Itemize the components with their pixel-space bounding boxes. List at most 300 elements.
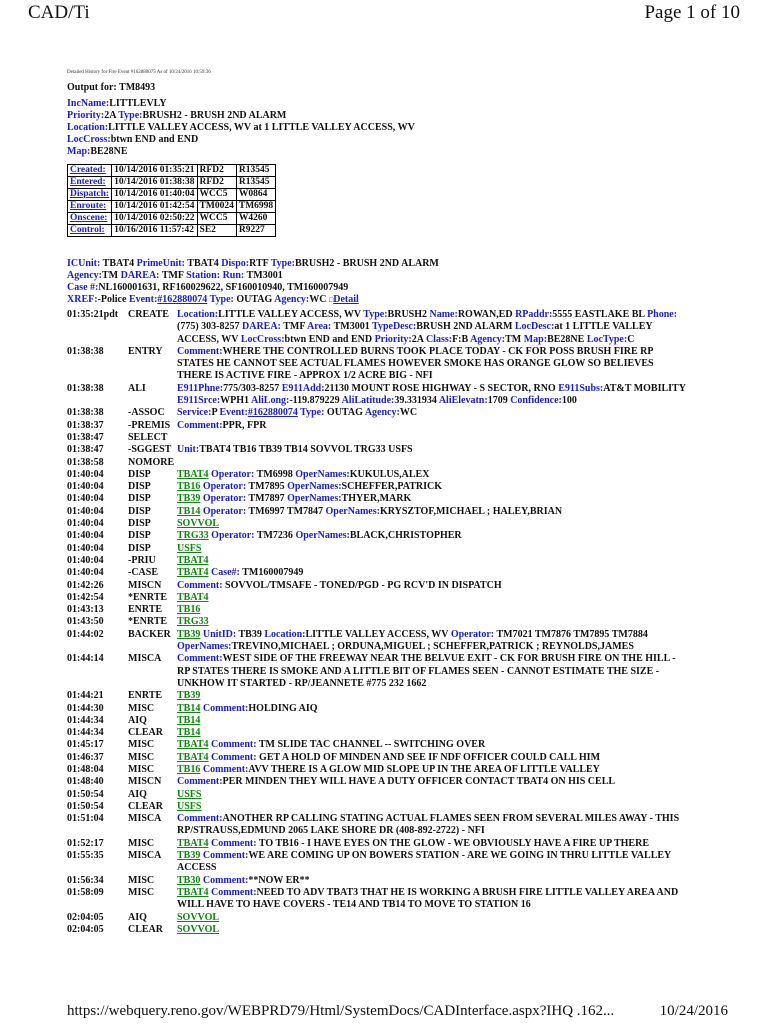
event-code: ENRTE	[128, 690, 163, 702]
event-code: MISCA	[128, 850, 162, 862]
event-code: *ENRTE	[128, 616, 168, 628]
event-details	[177, 530, 687, 542]
timestamp-label-link[interactable]: Control:	[68, 225, 112, 237]
event-field-label: Comment:	[208, 886, 257, 898]
event-field-value: WE ARE COMING UP ON BOWERS STATION - ARE WE GOING IN THRU LITTLE VALLEY ACCESS	[177, 850, 671, 874]
event-field-label: UnitID:	[200, 628, 237, 640]
event-field-value: TM7897	[246, 493, 288, 505]
event-code: -PRIU	[128, 554, 156, 566]
timestamp-cell: 10/14/2016 01:40:04	[112, 189, 197, 201]
event-field-label: Operator:	[208, 468, 255, 480]
event-details	[177, 604, 687, 616]
event-row	[67, 604, 687, 616]
event-field-label: Comment:	[177, 419, 223, 431]
type-value: BRUSH2 - BRUSH 2ND ALARM	[142, 110, 287, 121]
event-row	[67, 518, 687, 530]
event-field-label: Phone:	[647, 309, 678, 320]
event-field-value: THYER,MARK	[341, 493, 412, 505]
event-field-value: BRUSH2	[387, 309, 430, 320]
event-details	[177, 518, 687, 530]
incident-summary	[67, 98, 415, 158]
event-details	[177, 776, 687, 788]
unit-link[interactable]: SOVVOL	[177, 923, 220, 935]
event-details	[177, 444, 687, 456]
event-link[interactable]: #162880074	[247, 407, 298, 419]
event-time: 01:44:14	[67, 653, 104, 665]
event-row	[67, 715, 687, 727]
event-code: MISC	[128, 837, 155, 849]
case-label: Case #:	[67, 282, 99, 293]
event-code: MISCA	[128, 813, 162, 825]
unit-info-line-1	[67, 258, 439, 270]
event-code: AIQ	[128, 911, 147, 923]
unit-info-label: Dispo:	[221, 258, 250, 269]
event-row	[67, 543, 687, 555]
event-field-label: Comment:	[177, 579, 223, 591]
xref-type-label: Type:	[207, 294, 234, 305]
unit-info-value: TM3001	[244, 270, 283, 281]
event-field-label: Confidence:	[510, 395, 562, 407]
event-field-value: SCHEFFER,PATRICK	[341, 481, 443, 493]
event-details	[177, 580, 687, 592]
event-field-label: RPaddr:	[515, 309, 553, 320]
unit-info-value: TMF	[159, 270, 187, 281]
event-field-label: Agency:	[470, 333, 506, 345]
event-time: 01:43:13	[67, 604, 104, 616]
event-code: ALI	[128, 382, 146, 394]
event-field-value: AT&T MOBILITY	[603, 382, 686, 394]
event-code: MISC	[128, 763, 155, 775]
event-code: DISP	[128, 542, 151, 554]
xref-type: OUTAG	[233, 294, 275, 305]
unit-link[interactable]: TB16	[177, 763, 201, 775]
timestamp-row	[68, 213, 276, 225]
event-field-label: Name:	[429, 309, 458, 320]
event-field-label: Operator:	[208, 530, 255, 542]
inc-name-label: IncName:	[67, 98, 110, 109]
event-row	[67, 555, 687, 567]
event-code: -ASSOC	[128, 407, 165, 419]
event-code: AIQ	[128, 714, 147, 726]
unit-link[interactable]: TBAT4	[177, 468, 209, 480]
event-details	[177, 813, 687, 838]
event-field-label: Comment:	[208, 751, 257, 763]
event-field-label: Comment:	[177, 776, 223, 788]
event-row	[67, 813, 687, 838]
event-code: MISC	[128, 874, 155, 886]
event-time: 02:04:05	[67, 911, 104, 923]
event-row	[67, 912, 687, 924]
event-row	[67, 457, 687, 469]
event-time: 02:04:05	[67, 923, 104, 935]
timestamp-label-link[interactable]: Dispatch:	[68, 189, 112, 201]
unit-link[interactable]: TRG33	[177, 616, 209, 628]
event-field-label: Area:	[307, 321, 332, 333]
event-code: DISP	[128, 493, 151, 505]
event-field-value: TM6997 TM7847	[246, 505, 326, 517]
timestamp-cell: WCC5	[197, 189, 236, 201]
event-field-value: 39.331934	[394, 395, 439, 407]
timestamp-label-link[interactable]: Enroute:	[68, 201, 112, 213]
event-details	[177, 383, 687, 408]
event-field-label: Comment:	[200, 874, 249, 886]
timestamp-row	[68, 225, 276, 237]
event-field-label: Type:	[363, 309, 388, 320]
event-field-label: Location:	[264, 628, 306, 640]
event-time: 01:55:35	[67, 850, 104, 862]
event-row	[67, 924, 687, 936]
event-row	[67, 444, 687, 456]
event-field-value: **NOW ER**	[248, 874, 310, 886]
unit-info-line-2	[67, 270, 439, 282]
event-field-value: 5555 EASTLAKE BL	[552, 309, 648, 320]
event-field-value: TM	[505, 333, 524, 345]
event-code: AIQ	[128, 788, 147, 800]
event-code: MISC	[128, 751, 155, 763]
event-details	[177, 887, 687, 912]
timestamps-table	[67, 164, 276, 237]
event-field-value: TM160007949	[239, 567, 304, 579]
event-row	[67, 875, 687, 887]
unit-link[interactable]: USFS	[177, 542, 202, 554]
unit-link[interactable]: TBAT4	[177, 886, 209, 898]
unit-link[interactable]: SOVVOL	[177, 911, 220, 923]
unit-link[interactable]: TBAT4	[177, 739, 209, 751]
event-field-value: PPR, FPR	[222, 419, 267, 431]
event-field-value: WC	[399, 407, 418, 419]
event-field-value: 21130 MOUNT ROSE HIGHWAY - S SECTOR, RNO	[324, 382, 559, 394]
event-row	[67, 506, 687, 518]
event-row	[67, 801, 687, 813]
event-details	[177, 912, 687, 924]
location-label: Location:	[67, 122, 109, 133]
timestamp-cell: RFD2	[197, 165, 236, 177]
event-details	[177, 653, 687, 690]
xref-agency: WC	[309, 294, 329, 305]
event-field-value: TM7021 TM7876 TM7895 TM7884	[494, 628, 648, 640]
unit-info-value: TBAT4	[184, 258, 222, 269]
event-field-label: Operator:	[200, 493, 247, 505]
event-time: 01:40:04	[67, 567, 104, 579]
event-row	[67, 580, 687, 592]
timestamp-cell: R9227	[236, 225, 275, 237]
unit-info-label: PrimeUnit:	[136, 258, 185, 269]
event-field-label: Comment:	[177, 813, 223, 825]
map-value: BE28NE	[90, 146, 128, 157]
priority-value: 2A	[104, 110, 116, 121]
event-time: 01:38:37	[67, 419, 104, 431]
timestamp-label-link[interactable]: Onscene:	[68, 213, 112, 225]
event-field-value: TM SLIDE TAC CHANNEL -- SWITCHING OVER	[256, 739, 486, 751]
event-time: 01:35:21pdt	[67, 309, 119, 320]
event-field-value: LITTLE VALLEY ACCESS, WV	[218, 309, 364, 320]
event-field-value: ROWAN,ED	[457, 309, 516, 320]
event-field-value: -119.879229	[289, 395, 342, 407]
event-field-value: 2A	[411, 333, 426, 345]
event-row	[67, 653, 687, 690]
event-time: 01:42:54	[67, 591, 104, 603]
xref-police: -Police	[97, 294, 129, 305]
unit-link[interactable]: TB14	[177, 727, 201, 739]
unit-link[interactable]: USFS	[177, 788, 202, 800]
unit-link[interactable]: TB14	[177, 505, 201, 517]
timestamp-cell: WCC5	[197, 213, 236, 225]
event-details	[177, 506, 687, 518]
event-field-label: TypeDesc:	[372, 321, 417, 333]
event-field-label: Operator:	[450, 628, 495, 640]
event-details	[177, 739, 687, 751]
event-code: CLEAR	[128, 800, 164, 812]
event-time: 01:44:34	[67, 714, 104, 726]
xref-event-label: Event:	[128, 294, 158, 305]
xref-agency-label: Agency:	[274, 294, 310, 305]
event-code: -PREMIS	[128, 419, 171, 431]
timestamp-cell: TM0024	[197, 201, 236, 213]
event-field-value: C	[627, 333, 635, 345]
event-details	[177, 469, 687, 481]
unit-link[interactable]: TBAT4	[177, 837, 209, 849]
event-row	[67, 789, 687, 801]
unit-link[interactable]: TB14	[177, 702, 201, 714]
event-details	[177, 543, 687, 555]
event-field-label: Comment:	[208, 837, 257, 849]
event-time: 01:38:47	[67, 431, 104, 443]
event-field-label: OperNames:	[325, 505, 380, 517]
event-details	[177, 838, 687, 850]
event-field-value: TM7895	[246, 481, 288, 493]
detail-icon: □	[328, 296, 334, 304]
output-for: Output for: TM8493	[67, 82, 156, 93]
event-field-value: ANOTHER RP CALLING STATING ACTUAL FLAMES SEEN FROM SEVERAL MILES AWAY - THIS RP/STRAUSS,EDMUND 2065 LAKE SHORE DR (408-892-2722) - NFI	[177, 813, 680, 837]
unit-link[interactable]: TB39	[177, 850, 201, 862]
detail-link[interactable]: Detail	[333, 294, 359, 305]
event-details	[177, 875, 687, 887]
event-code: -SGGEST	[128, 444, 172, 456]
event-row	[67, 703, 687, 715]
event-field-value: TO TB16 - I HAVE EYES ON THE GLOW - WE OBVIOUSLY HAVE A FIRE UP THERE	[256, 837, 649, 849]
event-time: 01:44:21	[67, 690, 104, 702]
event-row	[67, 739, 687, 751]
footer-url: https://webquery.reno.gov/WEBPRD79/Html/SystemDocs/CADInterface.aspx?IHQ .162...	[67, 1003, 615, 1019]
event-field-value: P	[211, 407, 220, 419]
event-field-label: Service:	[177, 407, 212, 419]
unit-link[interactable]: TB14	[177, 714, 201, 726]
event-time: 01:52:17	[67, 837, 104, 849]
map-label: Map:	[67, 146, 91, 157]
event-field-value: TM3001	[331, 321, 373, 333]
event-details	[177, 407, 687, 419]
unit-info-label: Station:	[186, 270, 221, 281]
event-code: CREATE	[128, 309, 169, 320]
event-field-value: btwn END and END	[284, 333, 375, 345]
event-details	[177, 309, 687, 346]
event-time: 01:44:02	[67, 628, 104, 640]
event-time: 01:38:47	[67, 444, 104, 456]
event-code: DISP	[128, 481, 151, 493]
event-time: 01:43:50	[67, 616, 104, 628]
event-code: DISP	[128, 505, 151, 517]
event-details	[177, 555, 687, 567]
event-time: 01:38:38	[67, 382, 104, 394]
event-field-label: OperNames:	[177, 641, 232, 653]
unit-info-value: TM	[102, 270, 121, 281]
event-field-label: LocType:	[586, 333, 628, 345]
unit-link[interactable]: USFS	[177, 800, 202, 812]
unit-link[interactable]: TB39	[177, 628, 201, 640]
timestamp-cell: R13545	[236, 165, 275, 177]
event-time: 01:51:04	[67, 813, 104, 825]
event-field-value: AVV THERE IS A GLOW MID SLOPE UP IN THE AREA OF LITTLE VALLEY	[248, 763, 600, 775]
timestamp-cell: RFD2	[197, 177, 236, 189]
event-field-value: WEST SIDE OF THE FREEWAY NEAR THE BELVUE EXIT - CK FOR BRUSH FIRE ON THE HILL - RP STATES THERE IS SMOKE AND A LITTLE BIT OF FLAMES SEEN - CANNOT ESTIMATE THE SIZE - UNKHOW IT STARTED - RP/JEANNETE #775 232 1662	[177, 653, 676, 689]
event-field-value: (775) 303-8257	[177, 321, 242, 333]
event-time: 01:50:54	[67, 800, 104, 812]
unit-link[interactable]: TB39	[177, 690, 201, 702]
timestamp-row	[68, 189, 276, 201]
event-row	[67, 407, 687, 419]
unit-info	[67, 258, 439, 306]
event-details	[177, 567, 687, 579]
event-code: MISC	[128, 702, 155, 714]
event-details	[177, 346, 687, 383]
event-details	[177, 616, 687, 628]
event-field-label: Map:	[523, 333, 548, 345]
event-field-value: TM6998	[254, 468, 296, 480]
event-row	[67, 383, 687, 408]
unit-link[interactable]: TB16	[177, 604, 201, 616]
unit-link[interactable]: TRG33	[177, 530, 209, 542]
event-field-label: Location:	[177, 309, 219, 320]
unit-info-value: RTF	[249, 258, 271, 269]
event-time: 01:45:17	[67, 739, 104, 751]
event-details	[177, 629, 687, 654]
event-code: DISP	[128, 468, 151, 480]
timestamp-cell: 10/16/2016 11:57:42	[112, 225, 197, 237]
event-row	[67, 850, 687, 875]
timestamp-row	[68, 165, 276, 177]
event-field-label: OperNames:	[295, 530, 350, 542]
event-time: 01:44:34	[67, 727, 104, 739]
event-time: 01:50:54	[67, 788, 104, 800]
event-field-label: E911Subs:	[558, 382, 604, 394]
event-field-label: LocDesc:	[514, 321, 555, 333]
event-details	[177, 789, 687, 801]
event-field-label: OperNames:	[287, 481, 342, 493]
event-details	[177, 703, 687, 715]
event-time: 01:58:09	[67, 886, 104, 898]
event-row	[67, 493, 687, 505]
event-field-value: SOVVOL/TMSAFE - TONED/PGD - PG RCV'D IN DISPATCH	[222, 579, 502, 591]
event-field-value: WHERE THE CONTROLLED BURNS TOOK PLACE TODAY - CK FOR POSS BRUSH FIRE RP STATES HE CANNOT SEE ACTUAL FLAMES HOWEVER SMOKE HAS ORANGE GLOW SO BELIEVES THERE IS ACTIVE FIRE - APPROX 1/2 ACRE BIG - NFI	[177, 345, 654, 382]
unit-link[interactable]: TB16	[177, 481, 201, 493]
event-code: NOMORE	[128, 456, 175, 468]
unit-link[interactable]: TB30	[177, 874, 201, 886]
unit-link[interactable]: TBAT4	[177, 751, 209, 763]
event-field-value: HOLDING AIQ	[248, 702, 318, 714]
type-label: Type:	[118, 110, 143, 121]
event-field-label: Comment:	[208, 739, 257, 751]
event-field-value: BRUSH 2ND ALARM	[416, 321, 515, 333]
event-row	[67, 752, 687, 764]
event-row	[67, 469, 687, 481]
event-details	[177, 715, 687, 727]
unit-link[interactable]: TBAT4	[177, 554, 209, 566]
unit-link[interactable]: SOVVOL	[177, 518, 220, 530]
event-code: MISCN	[128, 776, 162, 788]
timestamp-cell: W0864	[236, 189, 275, 201]
event-code: MISC	[128, 739, 155, 751]
event-row	[67, 764, 687, 776]
event-row	[67, 838, 687, 850]
event-time: 01:46:37	[67, 751, 104, 763]
event-code: MISCA	[128, 653, 162, 665]
event-field-label: AliElevatn:	[438, 395, 488, 407]
case-values: NL160001631, RF160029622, SF160010940, TM160007949	[98, 282, 349, 293]
event-details	[177, 457, 687, 469]
event-time: 01:40:04	[67, 530, 104, 542]
event-row	[67, 420, 687, 432]
event-field-value: OUTAG	[324, 407, 365, 419]
unit-info-label: Agency:	[67, 270, 102, 281]
event-field-value: at 1 LITTLE VALLEY ACCESS, WV	[177, 321, 653, 345]
event-field-value: KUKULUS,ALEX	[349, 468, 430, 480]
unit-link[interactable]: TBAT4	[177, 567, 209, 579]
event-code: CLEAR	[128, 727, 164, 739]
event-row	[67, 567, 687, 579]
timestamp-cell: 10/14/2016 01:38:38	[112, 177, 197, 189]
event-field-label: Comment:	[177, 653, 223, 665]
event-row	[67, 629, 687, 654]
event-field-label: AliLong:	[251, 395, 290, 407]
event-code: MISCN	[128, 579, 162, 591]
event-time: 01:40:04	[67, 518, 104, 530]
timestamp-row	[68, 177, 276, 189]
unit-link[interactable]: TB39	[177, 493, 201, 505]
event-code: *ENRTE	[128, 591, 168, 603]
timestamp-label-link[interactable]: Entered:	[68, 177, 112, 189]
event-field-value: KRYSZTOF,MICHAEL ; HALEY,BRIAN	[379, 505, 563, 517]
event-time: 01:38:38	[67, 407, 104, 419]
event-field-label: Unit:	[177, 444, 200, 456]
timestamp-cell: 10/14/2016 01:42:54	[112, 201, 197, 213]
event-row	[67, 432, 687, 444]
unit-link[interactable]: TBAT4	[177, 591, 209, 603]
event-code: ENRTE	[128, 604, 163, 616]
event-time: 01:48:40	[67, 776, 104, 788]
event-row	[67, 616, 687, 628]
event-time: 01:40:04	[67, 481, 104, 493]
event-time: 01:38:38	[67, 345, 104, 357]
xref-event-link[interactable]: #162880074	[157, 294, 208, 305]
event-field-label: Event:	[219, 407, 248, 419]
timestamp-label-link[interactable]: Created:	[68, 165, 112, 177]
event-row	[67, 727, 687, 739]
event-row	[67, 530, 687, 542]
event-field-value: NEED TO ADV TBAT3 THAT HE IS WORKING A BRUSH FIRE LITTLE VALLEY AREA AND WILL HAVE TO HAVE COVERS - TE14 AND TB14 TO MOVE TO STATION 16	[177, 886, 679, 911]
event-row	[67, 690, 687, 702]
event-time: 01:40:04	[67, 542, 104, 554]
event-field-value: GET A HOLD OF MINDEN AND SEE IF NDF OFFICER COULD CALL HIM	[256, 751, 601, 763]
location-value: LITTLE VALLEY ACCESS, WV at 1 LITTLE VALLEY ACCESS, WV	[108, 122, 415, 133]
event-time: 01:48:04	[67, 763, 104, 775]
unit-info-label: Run:	[222, 270, 245, 281]
event-field-label: OperNames:	[295, 468, 350, 480]
timestamp-cell: 10/14/2016 02:50:22	[112, 213, 197, 225]
event-time: 01:56:34	[67, 874, 104, 886]
event-details	[177, 752, 687, 764]
event-row	[67, 346, 687, 383]
event-time: 01:44:30	[67, 702, 104, 714]
